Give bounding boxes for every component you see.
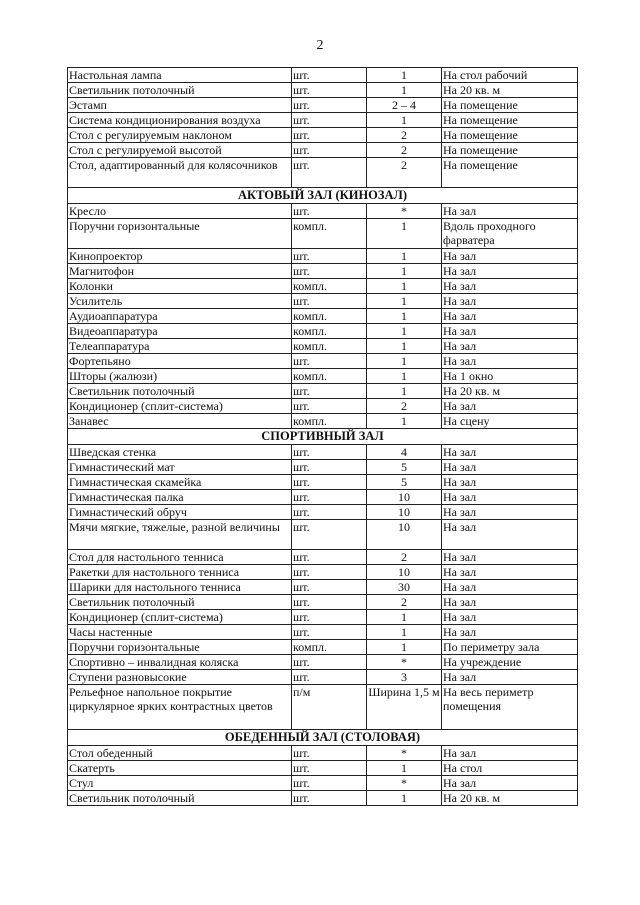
item-name-cell: Шторы (жалюзи) [68,369,292,384]
unit-cell: шт. [292,384,367,399]
unit-cell: шт. [292,610,367,625]
quantity-cell: 1 [367,113,442,128]
table-row [68,143,578,158]
unit-cell: шт. [292,776,367,791]
unit-cell: шт. [292,460,367,475]
quantity-cell: 5 [367,460,442,475]
quantity-cell: 1 [367,625,442,640]
item-name-cell: Стол с регулируемым наклоном [68,128,292,143]
note-cell: На зал [442,279,578,294]
item-name-cell: Светильник потолочный [68,384,292,399]
quantity-cell: 1 [367,384,442,399]
table-row [68,68,578,83]
note-cell: На зал [442,324,578,339]
note-cell: На помещение [442,158,578,188]
item-name-cell: Часы настенные [68,625,292,640]
quantity-cell: 2 [367,128,442,143]
quantity-cell: 2 [367,143,442,158]
unit-cell: компл. [292,279,367,294]
section-header-row [68,730,578,746]
item-name-cell: Ступени разновысокие [68,670,292,685]
quantity-cell: 1 [367,761,442,776]
item-name-cell: Кондиционер (сплит-система) [68,399,292,414]
table-row [68,354,578,369]
item-name-cell: Мячи мягкие, тяжелые, разной величины [68,520,292,550]
unit-cell: шт. [292,580,367,595]
item-name-cell: Скатерть [68,761,292,776]
quantity-cell: 1 [367,791,442,806]
item-name-cell: Гимнастическая палка [68,490,292,505]
table-row [68,746,578,761]
equipment-table [67,67,578,806]
unit-cell: шт. [292,98,367,113]
item-name-cell: Гимнастический мат [68,460,292,475]
table-row [68,309,578,324]
quantity-cell: 2 [367,595,442,610]
note-cell: На зал [442,460,578,475]
unit-cell: шт. [292,746,367,761]
quantity-cell: 1 [367,249,442,264]
item-name-cell: Колонки [68,279,292,294]
item-name-cell: Шведская стенка [68,445,292,460]
table-row [68,625,578,640]
unit-cell: шт. [292,490,367,505]
note-cell: На стол рабочий [442,68,578,83]
note-cell: На зал [442,505,578,520]
table-row [68,761,578,776]
section-title: АКТОВЫЙ ЗАЛ (КИНОЗАЛ) [68,188,578,204]
quantity-cell: 2 [367,158,442,188]
quantity-cell: 5 [367,475,442,490]
item-name-cell: Поручни горизонтальные [68,640,292,655]
item-name-cell: Поручни горизонтальные [68,219,292,249]
table-row [68,655,578,670]
table-row [68,83,578,98]
table-row [68,98,578,113]
unit-cell: шт. [292,128,367,143]
unit-cell: шт. [292,264,367,279]
quantity-cell: 1 [367,640,442,655]
item-name-cell: Стол с регулируемой высотой [68,143,292,158]
item-name-cell: Шарики для настольного тенниса [68,580,292,595]
unit-cell: компл. [292,640,367,655]
table-row [68,264,578,279]
item-name-cell: Аудиоаппаратура [68,309,292,324]
table-row [68,219,578,249]
table-row [68,550,578,565]
quantity-cell: 1 [367,324,442,339]
unit-cell: компл. [292,309,367,324]
table-row [68,249,578,264]
quantity-cell: 1 [367,309,442,324]
table-row [68,640,578,655]
item-name-cell: Стул [68,776,292,791]
unit-cell: шт. [292,249,367,264]
note-cell: На зал [442,399,578,414]
note-cell: На зал [442,475,578,490]
note-cell: На зал [442,490,578,505]
table-row [68,399,578,414]
item-name-cell: Кресло [68,204,292,219]
note-cell: На 20 кв. м [442,384,578,399]
note-cell: По периметру зала [442,640,578,655]
quantity-cell: 1 [367,339,442,354]
item-name-cell: Стол обеденный [68,746,292,761]
quantity-cell: 10 [367,565,442,580]
unit-cell: шт. [292,505,367,520]
unit-cell: компл. [292,219,367,249]
unit-cell: шт. [292,294,367,309]
unit-cell: шт. [292,83,367,98]
note-cell: На зал [442,249,578,264]
item-name-cell: Занавес [68,414,292,429]
note-cell: На зал [442,625,578,640]
quantity-cell: * [367,776,442,791]
note-cell: На зал [442,354,578,369]
note-cell: На стол [442,761,578,776]
note-cell: На зал [442,580,578,595]
item-name-cell: Магнитофон [68,264,292,279]
note-cell: На зал [442,294,578,309]
quantity-cell: 2 – 4 [367,98,442,113]
note-cell: На зал [442,339,578,354]
table-row [68,339,578,354]
unit-cell: компл. [292,339,367,354]
note-cell: На весь периметр помещения [442,685,578,730]
note-cell: На зал [442,520,578,550]
quantity-cell: 10 [367,505,442,520]
unit-cell: шт. [292,445,367,460]
quantity-cell: 4 [367,445,442,460]
unit-cell: шт. [292,158,367,188]
item-name-cell: Эстамп [68,98,292,113]
note-cell: На зал [442,776,578,791]
table-row [68,580,578,595]
item-name-cell: Стол для настольного тенниса [68,550,292,565]
note-cell: На 1 окно [442,369,578,384]
item-name-cell: Кондиционер (сплит-система) [68,610,292,625]
unit-cell: шт. [292,204,367,219]
quantity-cell: 1 [367,369,442,384]
table-row [68,369,578,384]
item-name-cell: Гимнастический обруч [68,505,292,520]
note-cell: На зал [442,670,578,685]
quantity-cell: * [367,204,442,219]
quantity-cell: Ширина 1,5 м [367,685,442,730]
table-row [68,128,578,143]
note-cell: На помещение [442,128,578,143]
quantity-cell: 1 [367,68,442,83]
table-row [68,324,578,339]
item-name-cell: Светильник потолочный [68,83,292,98]
item-name-cell: Фортепьяно [68,354,292,369]
quantity-cell: 1 [367,354,442,369]
quantity-cell: 1 [367,610,442,625]
item-name-cell: Светильник потолочный [68,791,292,806]
equipment-table-body [68,68,578,806]
note-cell: На помещение [442,98,578,113]
unit-cell: шт. [292,791,367,806]
note-cell: На зал [442,550,578,565]
quantity-cell: 1 [367,414,442,429]
item-name-cell: Усилитель [68,294,292,309]
table-row [68,445,578,460]
quantity-cell: 1 [367,83,442,98]
note-cell: На сцену [442,414,578,429]
item-name-cell: Видеоаппаратура [68,324,292,339]
unit-cell: п/м [292,685,367,730]
note-cell: На 20 кв. м [442,791,578,806]
table-row [68,776,578,791]
item-name-cell: Настольная лампа [68,68,292,83]
unit-cell: шт. [292,520,367,550]
unit-cell: шт. [292,595,367,610]
unit-cell: компл. [292,324,367,339]
table-row [68,520,578,550]
unit-cell: шт. [292,655,367,670]
table-row [68,595,578,610]
table-row [68,670,578,685]
table-row [68,490,578,505]
item-name-cell: Кинопроектор [68,249,292,264]
unit-cell: шт. [292,475,367,490]
item-name-cell: Спортивно – инвалидная коляска [68,655,292,670]
table-row [68,475,578,490]
section-header-row [68,429,578,445]
item-name-cell: Светильник потолочный [68,595,292,610]
table-row [68,685,578,730]
unit-cell: шт. [292,354,367,369]
section-header-row [68,188,578,204]
item-name-cell: Стол, адаптированный для колясочников [68,158,292,188]
unit-cell: компл. [292,414,367,429]
note-cell: На учреждение [442,655,578,670]
quantity-cell: 1 [367,279,442,294]
quantity-cell: * [367,746,442,761]
table-row [68,384,578,399]
quantity-cell: 1 [367,294,442,309]
note-cell: На зал [442,309,578,324]
item-name-cell: Система кондиционирования воздуха [68,113,292,128]
table-row [68,113,578,128]
unit-cell: шт. [292,625,367,640]
quantity-cell: 1 [367,264,442,279]
quantity-cell: 30 [367,580,442,595]
page-number: 2 [316,38,324,53]
note-cell: Вдоль проходного фарватера [442,219,578,249]
item-name-cell: Гимнастическая скамейка [68,475,292,490]
note-cell: На 20 кв. м [442,83,578,98]
section-title: ОБЕДЕННЫЙ ЗАЛ (СТОЛОВАЯ) [68,730,578,746]
quantity-cell: 10 [367,520,442,550]
note-cell: На зал [442,610,578,625]
note-cell: На зал [442,445,578,460]
unit-cell: шт. [292,565,367,580]
quantity-cell: 2 [367,550,442,565]
table-row [68,791,578,806]
table-row [68,565,578,580]
note-cell: На зал [442,595,578,610]
quantity-cell: 3 [367,670,442,685]
unit-cell: шт. [292,143,367,158]
note-cell: На помещение [442,113,578,128]
note-cell: На зал [442,565,578,580]
item-name-cell: Рельефное напольное покрытие циркулярное ярких контрастных цветов [68,685,292,730]
table-row [68,460,578,475]
item-name-cell: Телеаппаратура [68,339,292,354]
quantity-cell: 10 [367,490,442,505]
quantity-cell: * [367,655,442,670]
unit-cell: шт. [292,399,367,414]
table-row [68,294,578,309]
table-row [68,610,578,625]
unit-cell: компл. [292,369,367,384]
unit-cell: шт. [292,550,367,565]
table-row [68,204,578,219]
unit-cell: шт. [292,68,367,83]
item-name-cell: Ракетки для настольного тенниса [68,565,292,580]
section-title: СПОРТИВНЫЙ ЗАЛ [68,429,578,445]
table-row [68,505,578,520]
note-cell: На зал [442,204,578,219]
table-row [68,279,578,294]
note-cell: На помещение [442,143,578,158]
note-cell: На зал [442,264,578,279]
unit-cell: шт. [292,113,367,128]
unit-cell: шт. [292,761,367,776]
note-cell: На зал [442,746,578,761]
unit-cell: шт. [292,670,367,685]
quantity-cell: 1 [367,219,442,249]
table-row [68,414,578,429]
quantity-cell: 2 [367,399,442,414]
table-row [68,158,578,188]
